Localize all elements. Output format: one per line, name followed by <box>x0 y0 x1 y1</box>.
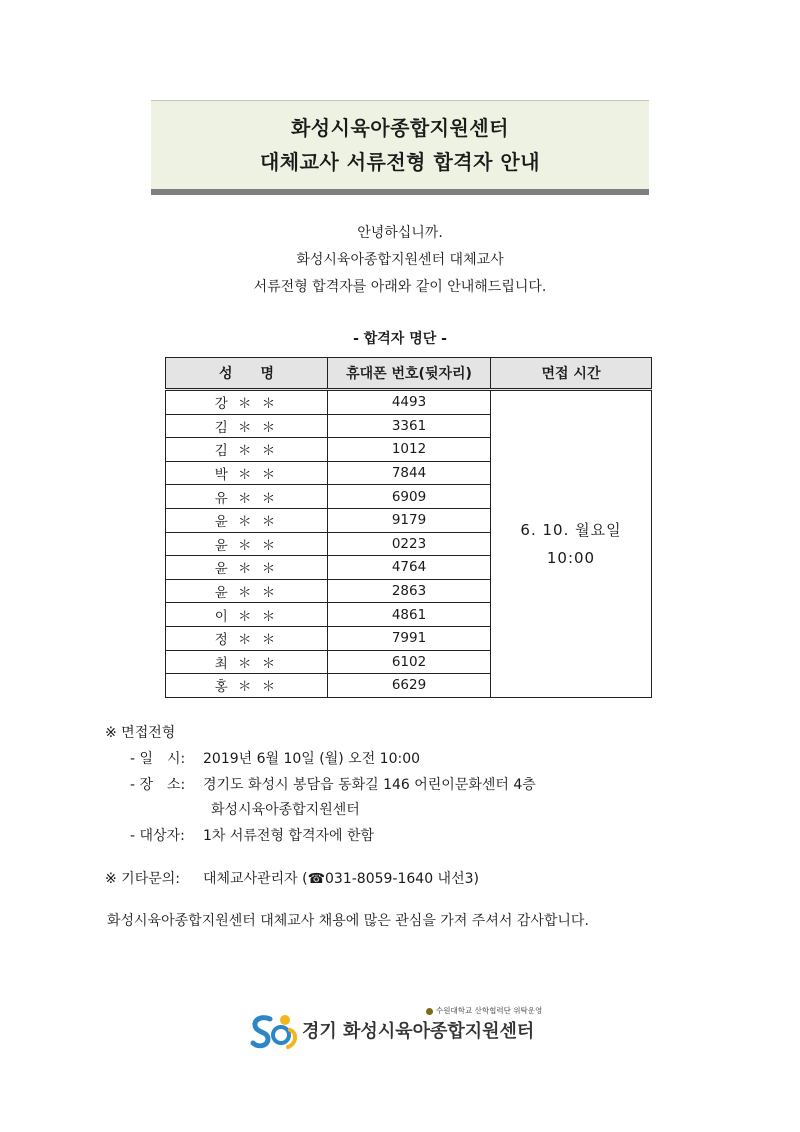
cell-phone: 2863 <box>328 579 491 603</box>
interview-time: 10:00 <box>546 548 596 567</box>
cell-phone: 0223 <box>328 532 491 556</box>
center-logo <box>250 1005 550 1055</box>
emblem-icon <box>426 1008 433 1015</box>
list-title: - 합격자 명단 - <box>353 331 447 347</box>
cell-phone: 9179 <box>328 508 491 532</box>
page-title: 화성시육아종합지원센터 <box>290 116 510 140</box>
greeting-line-3: 서류전형 합격자를 아래와 같이 안내해드립니다. <box>253 279 547 295</box>
logo-main-text: 경기 화성시육아종합지원센터 <box>302 1021 535 1042</box>
page-subtitle: 대체교사 서류전형 합격자 안내 <box>259 150 541 174</box>
col-header-name: 성 명 <box>166 358 328 390</box>
center-logo-icon <box>250 1011 300 1053</box>
inquiry-label: ※ 기타문의: <box>105 871 180 887</box>
interview-place-value-2: 화성시육아종합지원센터 <box>211 802 360 818</box>
interview-date-label: - 일 시: <box>130 751 186 767</box>
cell-name: 김 ＊ ＊ <box>166 438 328 462</box>
col-header-time: 면접 시간 <box>491 358 652 390</box>
col-header-phone: 휴대폰 번호(뒷자리) <box>328 358 491 390</box>
cell-name: 최 ＊ ＊ <box>166 650 328 674</box>
cell-name: 유 ＊ ＊ <box>166 485 328 509</box>
cell-name: 강 ＊ ＊ <box>166 390 328 415</box>
interview-place-label: - 장 소: <box>130 777 186 793</box>
interview-target-label: - 대상자: <box>130 828 185 844</box>
interview-heading: ※ 면접전형 <box>105 725 176 741</box>
cell-phone: 4493 <box>328 390 491 415</box>
interview-target-value: 1차 서류전형 합격자에 한함 <box>203 828 375 844</box>
cell-phone: 6102 <box>328 650 491 674</box>
interview-place-value: 경기도 화성시 봉담읍 동화길 146 어린이문화센터 4층 <box>203 777 536 793</box>
roster-table <box>165 357 652 698</box>
cell-name: 윤 ＊ ＊ <box>166 579 328 603</box>
greeting-line-1: 안녕하십니까. <box>357 225 443 241</box>
greeting-line-2: 화성시육아종합지원센터 대체교사 <box>296 252 504 268</box>
cell-name: 윤 ＊ ＊ <box>166 556 328 580</box>
cell-name: 김 ＊ ＊ <box>166 414 328 438</box>
title-box <box>151 100 649 195</box>
table-row <box>166 390 652 415</box>
roster-body <box>166 390 652 698</box>
interview-date-value: 2019년 6월 10일 (월) 오전 10:00 <box>203 751 421 767</box>
cell-phone: 6629 <box>328 674 491 698</box>
cell-phone: 4764 <box>328 556 491 580</box>
cell-phone: 4861 <box>328 603 491 627</box>
cell-phone: 3361 <box>328 414 491 438</box>
cell-phone: 1012 <box>328 438 491 462</box>
cell-name: 윤 ＊ ＊ <box>166 532 328 556</box>
cell-name: 이 ＊ ＊ <box>166 603 328 627</box>
closing-text: 화성시육아종합지원센터 대체교사 채용에 많은 관심을 가져 주셔서 감사합니다. <box>107 913 589 929</box>
cell-phone: 6909 <box>328 485 491 509</box>
inquiry-value: 대체교사관리자 (☎031-8059-1640 내선3) <box>203 871 479 887</box>
cell-name: 정 ＊ ＊ <box>166 626 328 650</box>
cell-phone: 7991 <box>328 626 491 650</box>
cell-phone: 7844 <box>328 461 491 485</box>
cell-name: 홍 ＊ ＊ <box>166 674 328 698</box>
interview-date: 6. 10. 월요일 <box>520 520 622 539</box>
greeting <box>0 220 800 301</box>
logo-small-text: 수원대학교 산학협력단 위탁운영 <box>436 1006 543 1015</box>
cell-name: 박 ＊ ＊ <box>166 461 328 485</box>
cell-name: 윤 ＊ ＊ <box>166 508 328 532</box>
table-header-row <box>166 358 652 390</box>
cell-interview-time <box>491 390 652 698</box>
